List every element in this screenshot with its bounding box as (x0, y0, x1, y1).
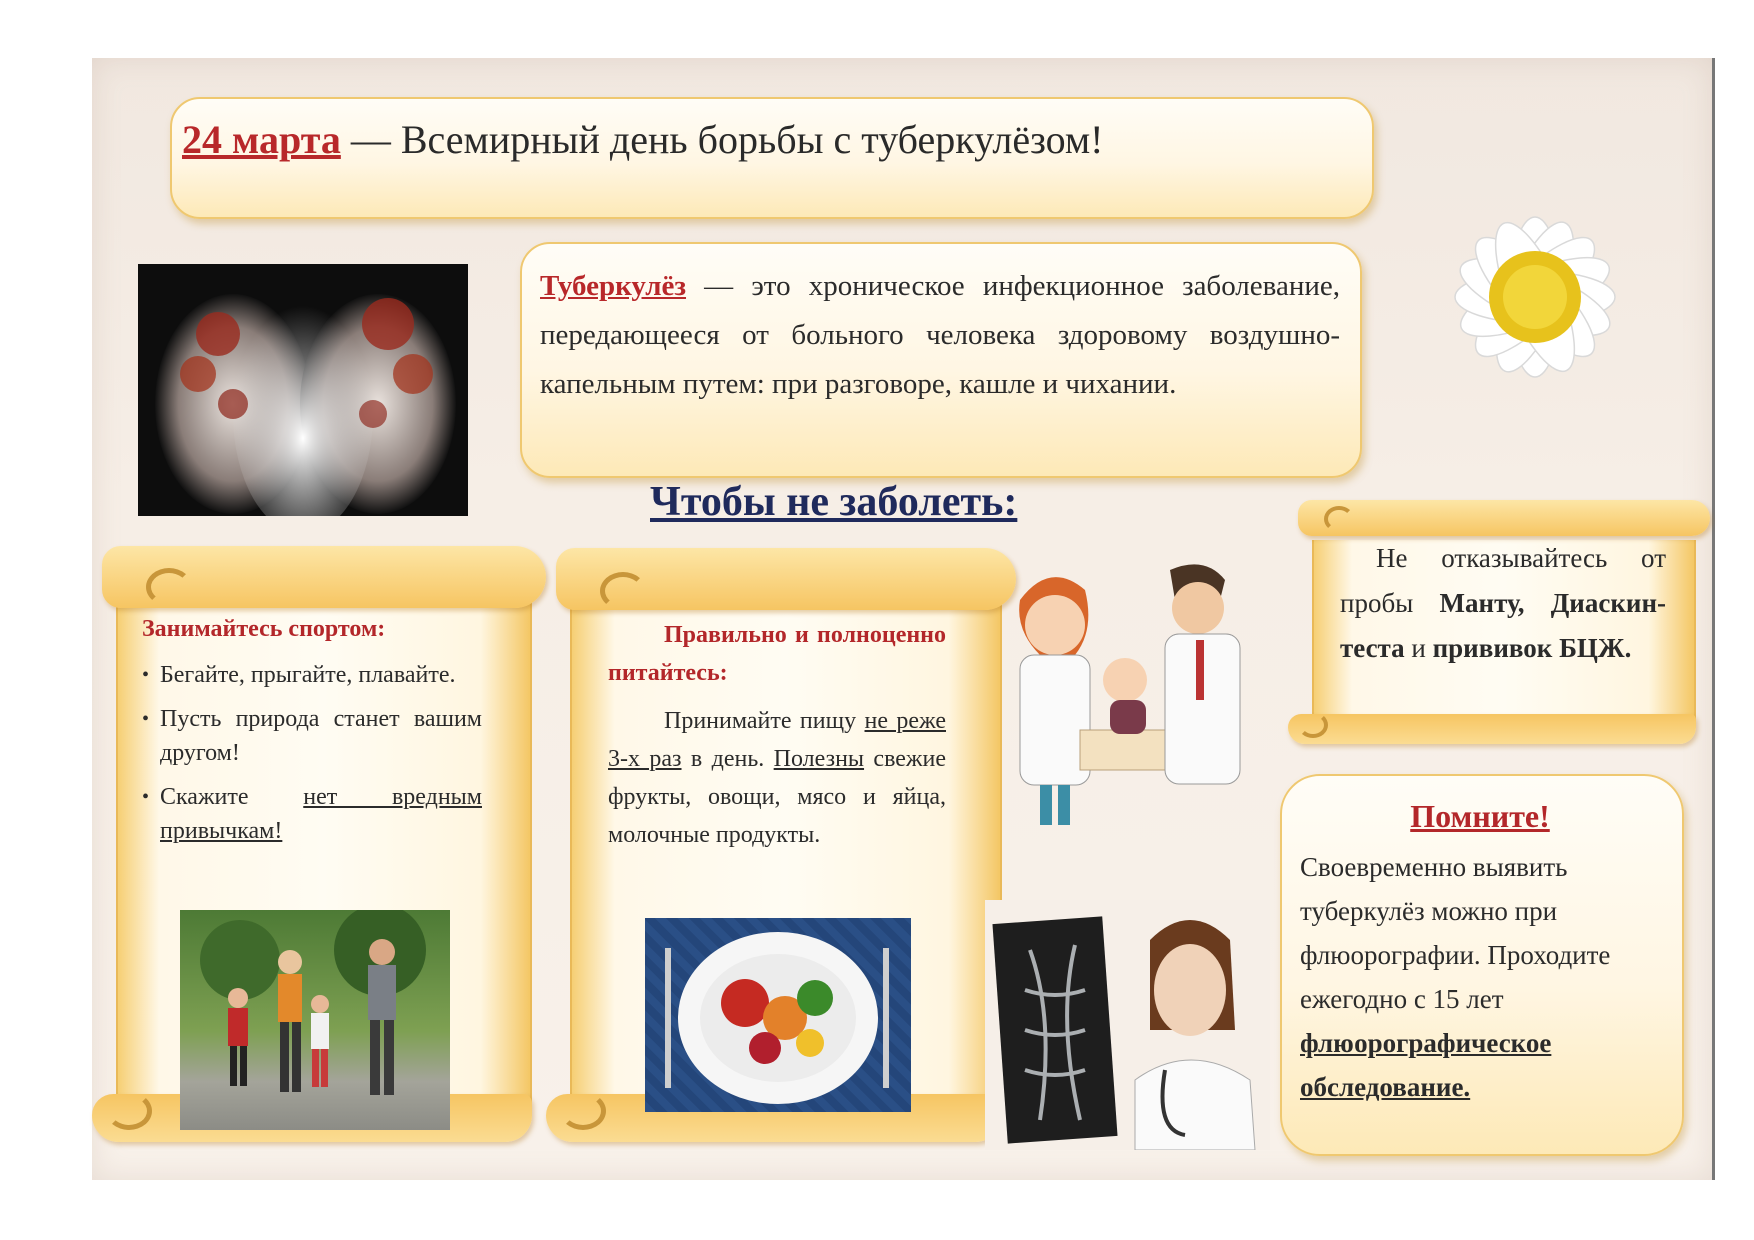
sport-item-3-pre: Скажите (160, 784, 304, 810)
remember-body: Своевременно выявить туберкулёз можно при флюорографии. Проходите ежегодно с 15 лет (1300, 852, 1611, 1014)
vaccination-t1: Не отказывайтесь от пробы (1340, 543, 1666, 618)
title-rest: — Всемирный день борьбы с туберкулёзом! (340, 117, 1104, 162)
sport-item-1: • Бегайте, прыгайте, плавайте. (142, 658, 482, 692)
doctors-baby-illustration (1000, 560, 1290, 830)
nutrition-body (608, 702, 946, 854)
family-running-photo (180, 910, 450, 1130)
sport-item-3 (142, 780, 482, 848)
nutrition-p3: свежие фрукты, овощи, мясо и яйца, молочные продукты. (608, 746, 947, 848)
page-title (182, 114, 1362, 166)
nutrition-p1: Принимайте пищу (664, 708, 865, 734)
remember-content (1300, 798, 1660, 1109)
nutrition-p1-underline: не реже 3-х раз (608, 708, 946, 772)
vaccination-bold-1: Манту, Диаскин-теста (1340, 588, 1666, 663)
healthy-food-plate-photo (645, 918, 911, 1112)
nutrition-heading: Правильно и полноценно питайтесь: (608, 622, 946, 686)
definition-text (540, 262, 1340, 409)
vaccination-text (1340, 536, 1666, 671)
nutrition-p2-underline: Полезны (773, 746, 865, 772)
sport-heading: Занимайтесь спортом: (142, 616, 386, 642)
doctor-xray-photo (985, 900, 1270, 1150)
chest-xray-image (138, 264, 468, 516)
remember-link: флюорографическое обследование. (1300, 1028, 1552, 1102)
definition-term: Туберкулёз (540, 270, 687, 302)
vaccination-t2: и (1404, 633, 1433, 663)
remember-text (1300, 845, 1660, 1109)
nutrition-p2: в день. (681, 746, 774, 772)
daisy-flower-image (1385, 162, 1685, 432)
sport-item-3-link: нет вредным привычкам! (160, 784, 482, 844)
definition-body: — это хроническое инфекционное заболевание, передающееся от больного человека здоровому воздушно-капельным путем: при разговоре, кашле и чихании. (540, 270, 1340, 400)
nutrition-text (608, 616, 946, 854)
vaccination-bold-2: прививок БЦЖ. (1432, 633, 1632, 663)
sport-item-2: • Пусть природа станет вашим другом! (142, 702, 482, 770)
prevention-heading: Чтобы не заболеть: (650, 479, 1018, 525)
sport-text (142, 610, 482, 858)
title-date: 24 марта (182, 117, 341, 162)
remember-heading: Помните! (1410, 798, 1550, 834)
